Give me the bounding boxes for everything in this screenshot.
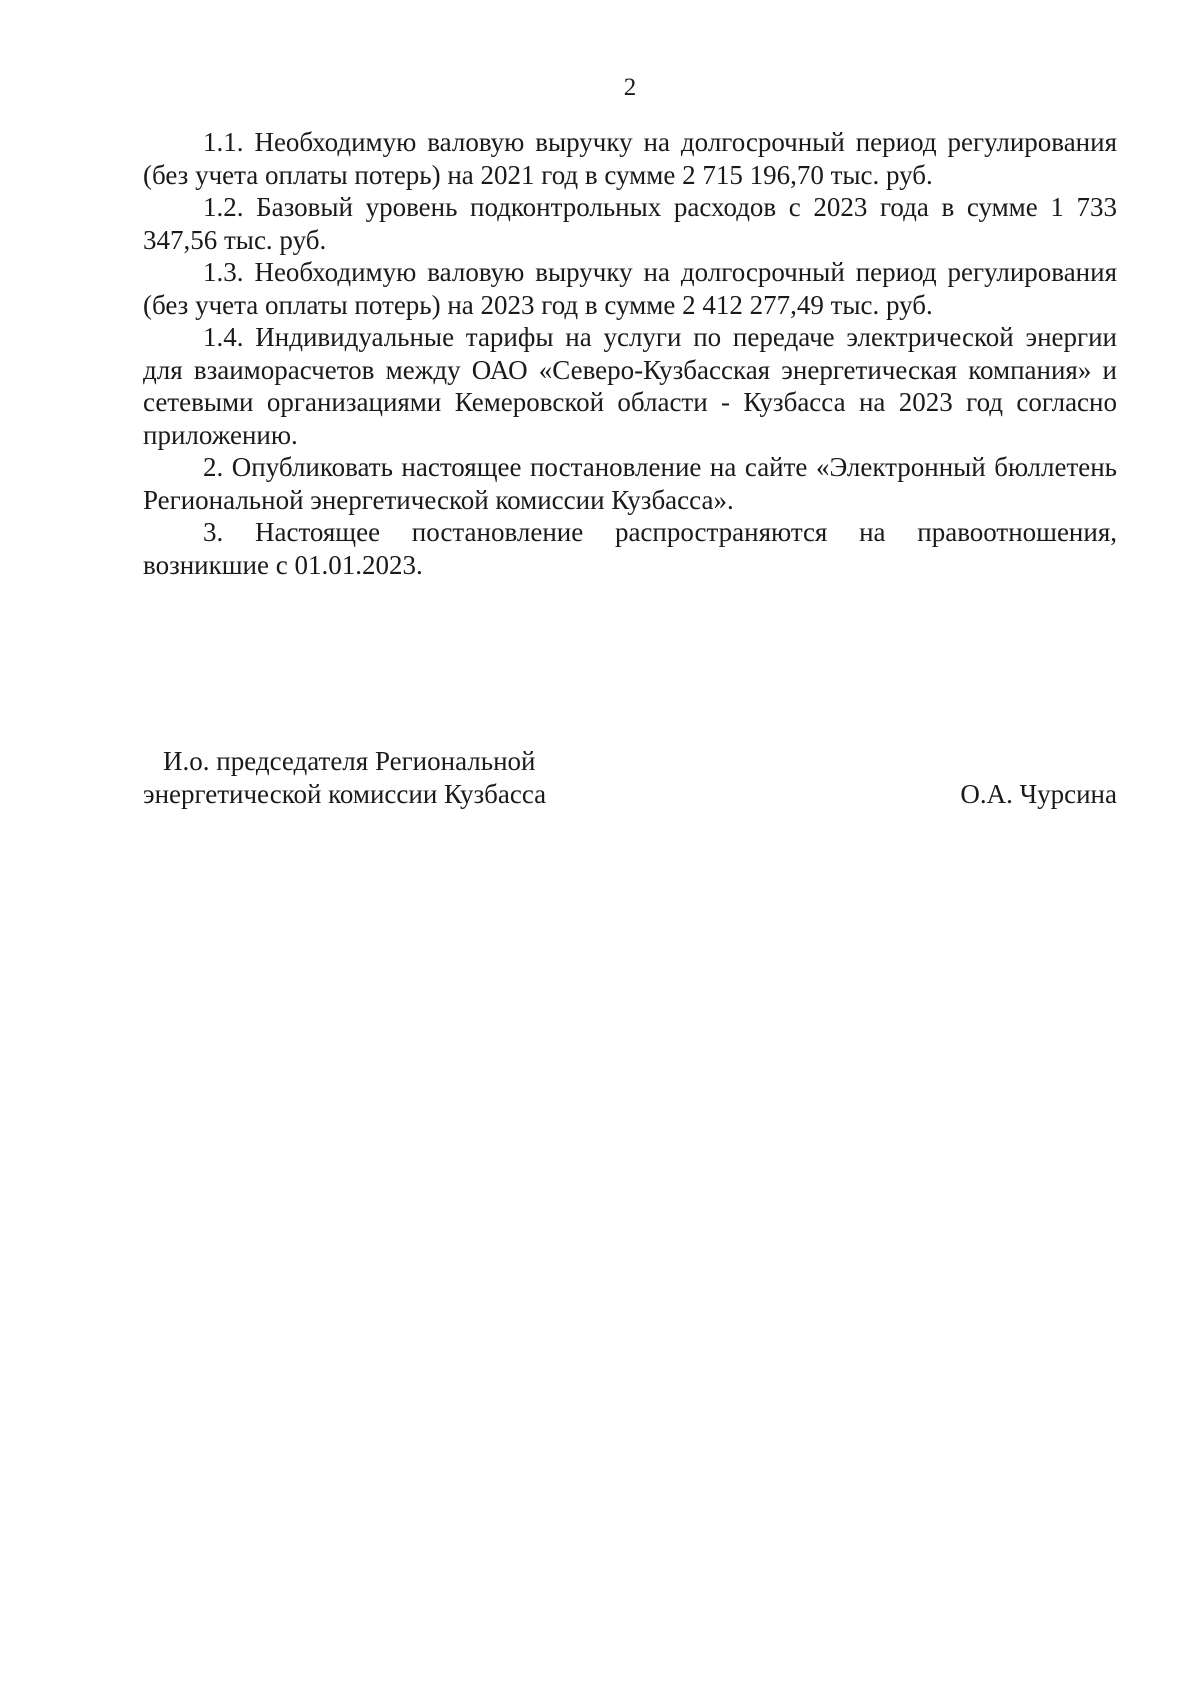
paragraph-1-4: 1.4. Индивидуальные тарифы на услуги по передаче электрической энергии для взаиморасчетов между ОАО «Северо-Кузбасская энергетическая компания» и сетевыми организациями Кемеровской области - Кузбасса на 2023 год согласно приложению.: [143, 322, 1117, 450]
paragraph-1-3: 1.3. Необходимую валовую выручку на долгосрочный период регулирования (без учета оплаты потерь) на 2023 год в сумме 2 412 277,49 тыс. руб.: [143, 257, 1117, 320]
signer-position-line-2: энергетической комиссии Кузбасса: [143, 778, 547, 809]
signer-name: О.А. Чурсина: [960, 778, 1117, 809]
signer-position-line-1: И.о. председателя Региональной: [163, 746, 536, 776]
paragraph-1-2: 1.2. Базовый уровень подконтрольных расходов с 2023 года в сумме 1 733 347,56 тыс. руб.: [143, 192, 1117, 255]
document-body: [143, 126, 1117, 581]
signer-position: [143, 745, 663, 810]
paragraph-2: 2. Опубликовать настоящее постановление на сайте «Электронный бюллетень Региональной энергетической комиссии Кузбасса».: [143, 452, 1117, 515]
paragraph-1-1: 1.1. Необходимую валовую выручку на долгосрочный период регулирования (без учета оплаты потерь) на 2021 год в сумме 2 715 196,70 тыс. руб.: [143, 127, 1117, 190]
page-number: 2: [623, 74, 637, 101]
paragraph-3: 3. Настоящее постановление распространяются на правоотношения, возникшие с 01.01.2023.: [143, 517, 1117, 580]
